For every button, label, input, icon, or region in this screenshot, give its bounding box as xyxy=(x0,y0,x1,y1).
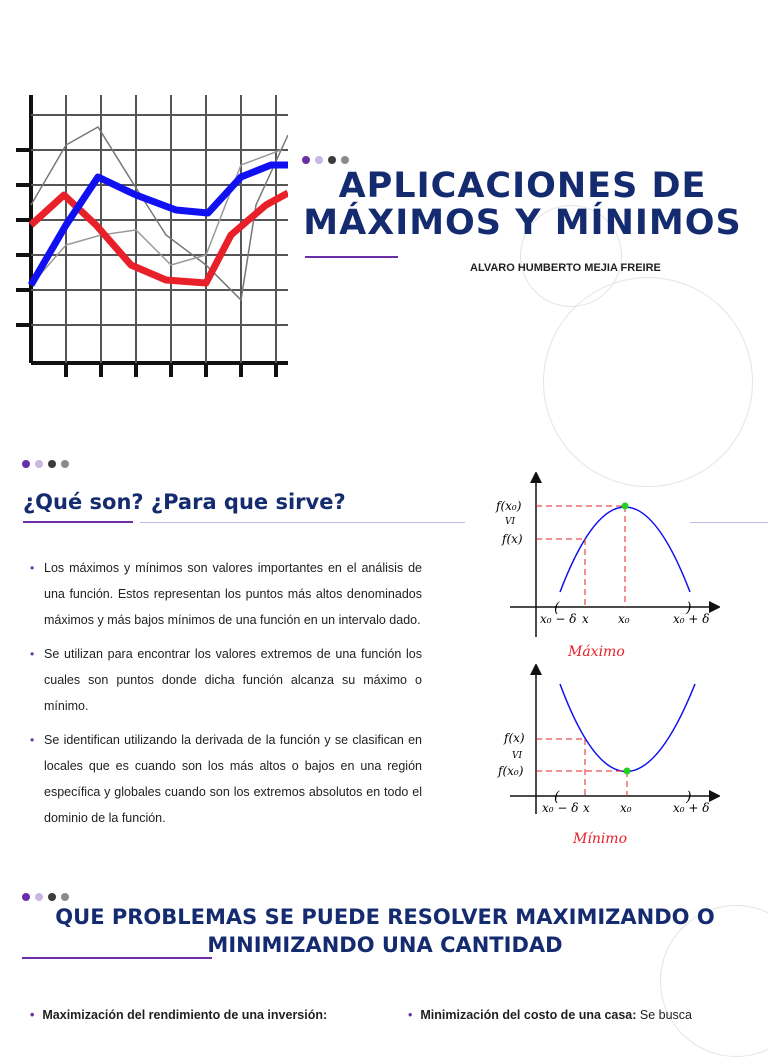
decor-dots xyxy=(22,460,69,468)
section-heading: ¿Qué son? ¿Para que sirve? xyxy=(23,490,346,514)
section-heading-line1: QUE PROBLEMAS SE PUEDE RESOLVER MAXIMIZANDO O xyxy=(55,905,715,929)
minimum-point xyxy=(624,768,631,775)
heading-underline xyxy=(23,521,133,523)
decor-dots xyxy=(302,156,349,164)
decor-dots xyxy=(22,893,69,901)
label-geq: VI xyxy=(505,517,516,527)
line-chart-image xyxy=(16,95,288,380)
close-bracket-right: ) xyxy=(686,600,692,616)
label-x-left: x₀ − δ xyxy=(540,612,577,626)
label-x-right: x₀ + δ xyxy=(673,612,710,626)
maximum-caption: Máximo xyxy=(568,644,625,660)
chart-grid xyxy=(31,95,288,363)
label-fx: f(x) xyxy=(504,731,525,745)
label-x0: x₀ xyxy=(618,612,630,626)
label-x-right: x₀ + δ xyxy=(673,801,710,815)
minimum-graph xyxy=(490,664,720,854)
label-fx0: f(x₀) xyxy=(498,764,524,778)
label-x-left: x₀ − δ xyxy=(542,801,579,815)
section-heading-line2: MINIMIZANDO UNA CANTIDAD xyxy=(207,933,563,957)
author-name: ALVARO HUMBERTO MEJIA FREIRE xyxy=(470,262,661,274)
open-bracket-left: ( xyxy=(554,789,560,805)
list-item xyxy=(408,1008,718,1022)
label-x: x xyxy=(583,801,590,815)
slide-title-line2: MÁXIMOS Y MÍNIMOS xyxy=(303,203,742,243)
open-bracket-left: ( xyxy=(554,600,560,616)
slide-title xyxy=(300,168,745,242)
list-item: • Se identifican utilizando la derivada de la función y se clasifican en locales que es cuando son los más altos o bajos en una región específica y globales cuando son los extremos absolutos en todo el dominio de la función. xyxy=(30,727,422,831)
label-geq: VI xyxy=(512,751,523,761)
label-fx: f(x) xyxy=(502,532,523,546)
list-item-bold: Minimización del costo de una casa: xyxy=(420,1008,637,1022)
list-item: • Se utilizan para encontrar los valores extremos de una función los cuales son puntos donde dicha función alcanza su máximo o mínimo. xyxy=(30,641,422,719)
maximum-point xyxy=(622,503,629,510)
convex-curve xyxy=(560,684,695,772)
heading-divider xyxy=(140,522,465,523)
bullet-icon: • xyxy=(30,1008,35,1022)
slide-title-line1: APLICACIONES DE xyxy=(338,166,707,206)
close-bracket-right: ) xyxy=(686,789,692,805)
list-item-text: Se busca xyxy=(636,1008,693,1022)
list-item-text: Maximización del rendimiento de una inversión: xyxy=(42,1008,328,1022)
maximum-graph xyxy=(490,472,720,662)
heading-underline xyxy=(22,957,212,959)
title-underline xyxy=(305,256,398,258)
bullet-list xyxy=(30,555,422,839)
minimum-caption: Mínimo xyxy=(573,831,628,847)
list-item xyxy=(30,1008,390,1022)
bullet-icon: • xyxy=(408,1008,413,1022)
label-x: x xyxy=(582,612,589,626)
label-fx0: f(x₀) xyxy=(496,499,522,513)
list-item: • Los máximos y mínimos son valores importantes en el análisis de una función. Estos representan los puntos más altos denominados máximos y más bajos mínimos de una función en un intervalo dado. xyxy=(30,555,422,633)
decorative-ring xyxy=(543,277,753,487)
label-x0: x₀ xyxy=(620,801,632,815)
section-heading xyxy=(20,903,750,959)
